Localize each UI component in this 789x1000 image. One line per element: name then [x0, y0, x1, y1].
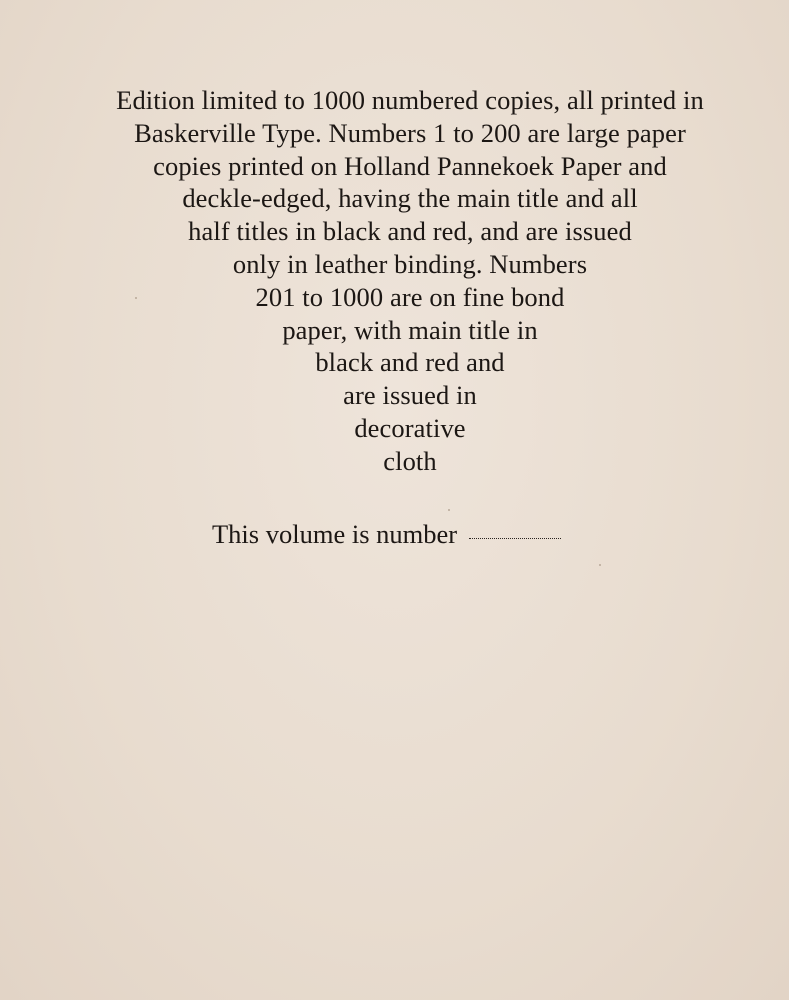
edition-line: 201 to 1000 are on fine bond: [255, 281, 565, 312]
edition-line: copies printed on Holland Pannekoek Paper and: [153, 150, 667, 181]
edition-line: cloth: [383, 445, 437, 476]
edition-line: decorative: [354, 412, 466, 443]
volume-number-line: [212, 518, 561, 550]
paper-speck: [135, 297, 137, 299]
edition-statement: [40, 84, 780, 478]
edition-line: black and red and: [315, 347, 505, 378]
edition-line: are issued in: [343, 380, 477, 411]
edition-line: paper, with main title in: [282, 314, 538, 345]
paper-speck: [599, 564, 601, 566]
edition-line: only in leather binding. Numbers: [232, 248, 588, 279]
edition-line: Edition limited to 1000 numbered copies, all printed in: [116, 85, 704, 115]
volume-number-blank: [469, 537, 561, 539]
volume-number-label: This volume is number: [212, 519, 458, 549]
paper-speck: [448, 509, 450, 511]
edition-line: half titles in black and red, and are issued: [188, 216, 632, 247]
edition-line: deckle-edged, having the main title and all: [182, 183, 638, 214]
edition-line: Baskerville Type. Numbers 1 to 200 are large paper: [134, 117, 686, 148]
